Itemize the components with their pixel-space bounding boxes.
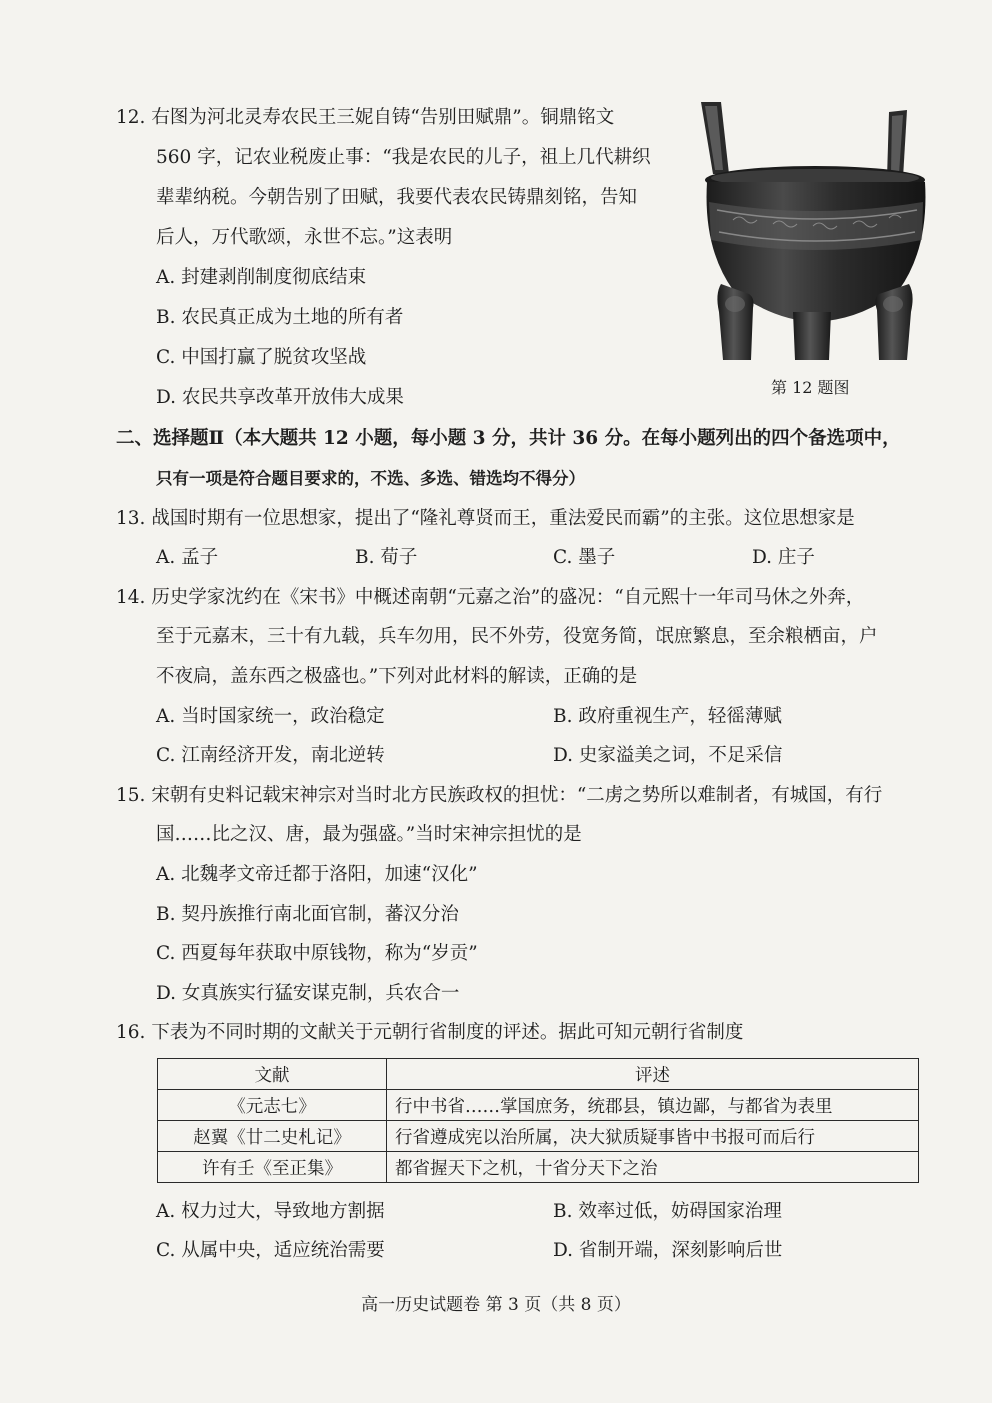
q14-number: 14. bbox=[116, 587, 146, 608]
q14-line-1 bbox=[116, 586, 864, 610]
q16-line-1 bbox=[116, 1021, 743, 1045]
q16-option-a: A. 权力过大，导致地方割据 bbox=[156, 1201, 385, 1222]
q15-option-a: A. 北魏孝文帝迁都于洛阳，加速“汉化” bbox=[156, 864, 478, 885]
section2-header-line-2: 只有一项是符合题目要求的，不选、多选、错选均不得分） bbox=[156, 469, 585, 488]
q12-option-b: B. 农民真正成为土地的所有者 bbox=[156, 307, 404, 328]
q14-option-c: C. 江南经济开发，南北逆转 bbox=[156, 745, 385, 766]
q12-line-4: 后人，万代歌颂，永世不忘。”这表明 bbox=[156, 227, 453, 248]
q15-line-2: 国……比之汉、唐，最为强盛。”当时宋神宗担忧的是 bbox=[156, 824, 582, 845]
q14-option-a: A. 当时国家统一，政治稳定 bbox=[156, 706, 385, 727]
q14-line-2: 至于元嘉末，三十有九载，兵车勿用，民不外劳，役宽务简，氓庶繁息，至余粮栖亩，户 bbox=[156, 626, 878, 647]
q14-option-b: B. 政府重视生产，轻徭薄赋 bbox=[553, 706, 782, 727]
q16-text: 下表为不同时期的文献关于元朝行省制度的评述。据此可知元朝行省制度 bbox=[151, 1022, 744, 1043]
q16-number: 16. bbox=[116, 1022, 146, 1043]
table-row bbox=[158, 1090, 919, 1121]
table-row bbox=[158, 1152, 919, 1183]
table-row bbox=[158, 1121, 919, 1152]
q13-option-d: D. 庄子 bbox=[752, 547, 815, 568]
table-header-comment: 评述 bbox=[387, 1059, 919, 1090]
q16-table bbox=[157, 1058, 919, 1183]
page-footer: 高一历史试题卷 第 3 页（共 8 页） bbox=[361, 1295, 631, 1315]
q15-option-d: D. 女真族实行猛安谋克制，兵农合一 bbox=[156, 983, 460, 1004]
ding-figure bbox=[693, 98, 943, 368]
q12-line-3: 辈辈纳税。今朝告别了田赋，我要代表农民铸鼎刻铭，告知 bbox=[156, 187, 638, 208]
q13-text: 战国时期有一位思想家，提出了“隆礼尊贤而王，重法爱民而霸”的主张。这位思想家是 bbox=[151, 508, 855, 529]
table-cell-source: 赵翼《廿二史札记》 bbox=[158, 1121, 387, 1152]
q13-option-b: B. 荀子 bbox=[355, 547, 418, 568]
q13-option-a: A. 孟子 bbox=[156, 547, 219, 568]
q15-number: 15. bbox=[116, 785, 146, 806]
q13-line-1 bbox=[116, 507, 855, 531]
q14-text-1: 历史学家沈约在《宋书》中概述南朝“元嘉之治”的盛况：“自元熙十一年司马休之外奔， bbox=[151, 587, 865, 608]
q12-option-d: D. 农民共享改革开放伟大成果 bbox=[156, 387, 404, 408]
q15-option-c: C. 西夏每年获取中原钱物，称为“岁贡” bbox=[156, 943, 478, 964]
table-cell-comment: 行省遵成宪以治所属，决大狱质疑事皆中书报可而后行 bbox=[387, 1121, 919, 1152]
table-header-row bbox=[158, 1059, 919, 1090]
q16-option-d: D. 省制开端，深刻影响后世 bbox=[553, 1240, 783, 1261]
table-cell-comment: 都省握天下之机，十省分天下之治 bbox=[387, 1152, 919, 1183]
q13-number: 13. bbox=[116, 508, 146, 529]
q12-line-1 bbox=[116, 106, 614, 130]
q12-figure-caption: 第 12 题图 bbox=[771, 378, 850, 397]
q15-option-b: B. 契丹族推行南北面官制，蕃汉分治 bbox=[156, 904, 459, 925]
q14-option-d: D. 史家溢美之词，不足采信 bbox=[553, 745, 783, 766]
q12-text-1: 右图为河北灵寿农民王三妮自铸“告别田赋鼎”。铜鼎铭文 bbox=[151, 107, 615, 128]
q16-option-c: C. 从属中央，适应统治需要 bbox=[156, 1240, 385, 1261]
q15-text-1: 宋朝有史料记载宋神宗对当时北方民族政权的担忧：“二虏之势所以难制者，有城国，有行 bbox=[151, 785, 883, 806]
q12-option-a: A. 封建剥削制度彻底结束 bbox=[156, 267, 367, 288]
q14-line-3: 不夜扃，盖东西之极盛也。”下列对此材料的解读，正确的是 bbox=[156, 666, 638, 687]
table-header-source: 文献 bbox=[158, 1059, 387, 1090]
section2-header-line-1: 二、选择题Ⅱ（本大题共 12 小题，每小题 3 分，共计 36 分。在每小题列出的四个备选项中， bbox=[116, 428, 901, 449]
q15-line-1 bbox=[116, 784, 882, 808]
table-cell-source: 《元志七》 bbox=[158, 1090, 387, 1121]
table-cell-comment: 行中书省……掌国庶务，统郡县，镇边鄙，与都省为表里 bbox=[387, 1090, 919, 1121]
q13-option-c: C. 墨子 bbox=[553, 547, 616, 568]
bronze-ding-image bbox=[693, 98, 943, 368]
q16-option-b: B. 效率过低，妨碍国家治理 bbox=[553, 1201, 782, 1222]
q12-option-c: C. 中国打赢了脱贫攻坚战 bbox=[156, 347, 367, 368]
table-cell-source: 许有壬《至正集》 bbox=[158, 1152, 387, 1183]
q12-number: 12. bbox=[116, 107, 146, 128]
q12-line-2: 560 字，记农业税废止事：“我是农民的儿子，祖上几代耕织 bbox=[156, 147, 651, 168]
